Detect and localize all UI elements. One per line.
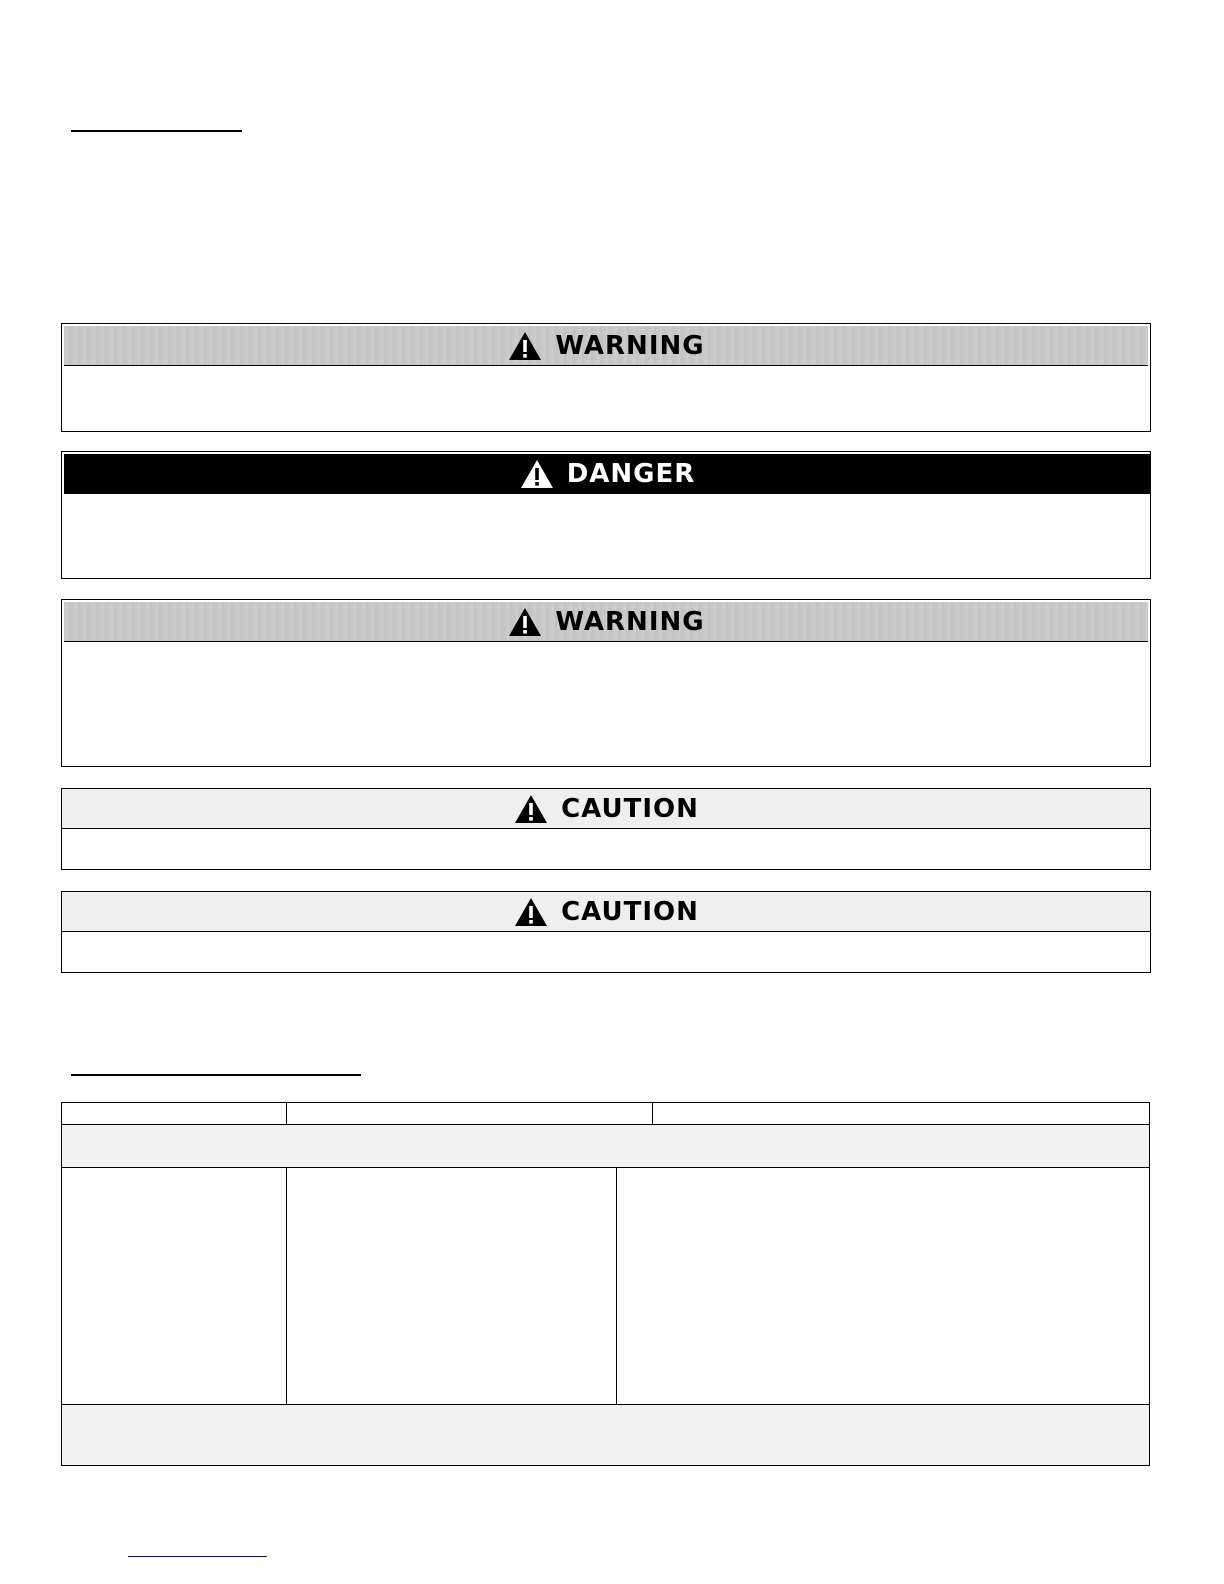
caution-header-2: [62, 892, 1150, 932]
danger-body: [62, 494, 1150, 510]
section-heading-1-underline: [71, 130, 242, 132]
caution-body-2: [62, 932, 1150, 948]
warning-header-2: [64, 602, 1148, 642]
table-subheader-row: [62, 1124, 1149, 1167]
table-footer-row: [62, 1404, 1149, 1465]
section-heading-2-underline: [71, 1074, 361, 1076]
warning-signal-word-2: WARNING: [555, 606, 705, 637]
caution-triangle-icon: [513, 793, 549, 825]
table-subheader-cell: [62, 1125, 1149, 1167]
spec-table: [61, 1102, 1150, 1466]
caution-box-1: [61, 788, 1151, 870]
table-footer-cell: [62, 1405, 1149, 1465]
warning-body-1: [62, 366, 1150, 382]
warning-body-2: [62, 642, 1150, 658]
table-header-cell: [62, 1103, 286, 1124]
caution-signal-word-1: CAUTION: [561, 793, 699, 824]
table-header-cell: [286, 1103, 652, 1124]
table-cell: [616, 1168, 1149, 1404]
danger-header: [64, 454, 1150, 494]
table-header-row: [62, 1103, 1149, 1124]
caution-box-2: [61, 891, 1151, 973]
warning-triangle-icon: [507, 330, 543, 362]
footer-link[interactable]: [128, 1556, 267, 1557]
warning-signal-word-1: WARNING: [555, 330, 705, 361]
caution-body-1: [62, 829, 1150, 845]
danger-triangle-icon: [519, 458, 555, 490]
table-cell: [286, 1168, 616, 1404]
warning-header-1: [64, 326, 1148, 366]
warning-box-2: [61, 599, 1151, 767]
table-header-cell: [652, 1103, 1149, 1124]
caution-header-1: [62, 789, 1150, 829]
danger-signal-word: DANGER: [566, 458, 696, 489]
table-row: [62, 1167, 1149, 1404]
warning-box-1: [61, 323, 1151, 432]
caution-signal-word-2: CAUTION: [561, 896, 699, 927]
warning-triangle-icon: [507, 606, 543, 638]
danger-box: [61, 451, 1151, 579]
table-cell: [62, 1168, 286, 1404]
caution-triangle-icon: [513, 896, 549, 928]
